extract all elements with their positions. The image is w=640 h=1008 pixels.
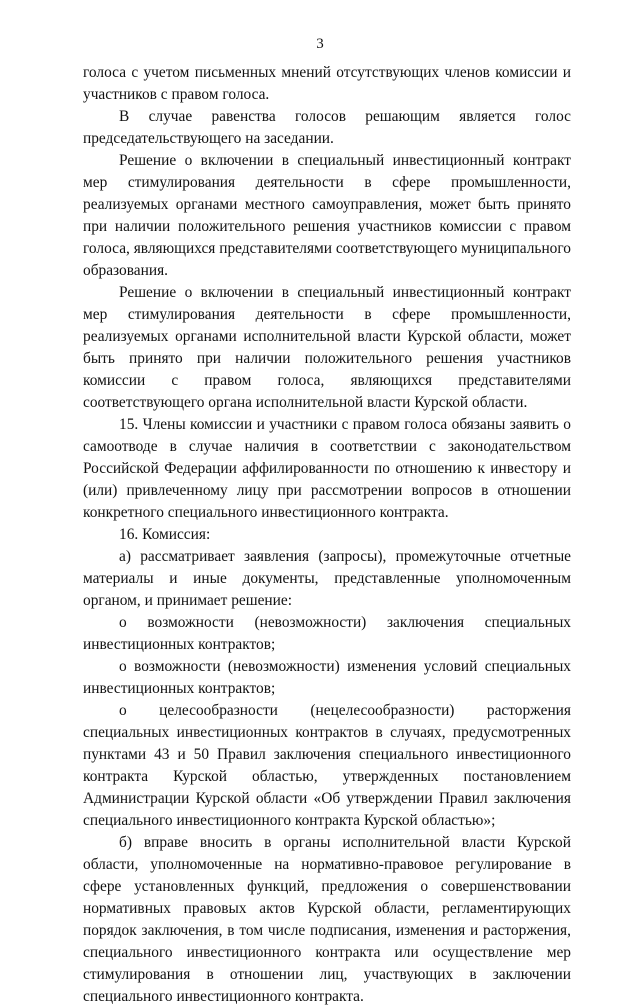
page-number: 3	[316, 36, 324, 52]
paragraph-termination-expediency: о целесообразности (нецелесообразности) расторжения специальных инвестиционных контрактов в случаях, предусмотренных пунктами 43 и 50 Правил заключения специального инвестиционного контракта Курской областью, утвержденных постановлением Администрации Курской области «Об утверждении Правил заключения специального инвестиционного контракта Курской областью»;	[83, 702, 571, 829]
paragraph-item-15: 15. Члены комиссии и участники с правом голоса обязаны заявить о самоотводе в случае наличия в соответствии с законодательством Российской Федерации аффилированности по отношению к инвестору и (или) привлеченному лицу при рассмотрении вопросов в отношении конкретного специального инвестиционного контракта.	[83, 416, 571, 521]
paragraph-item-16: 16. Комиссия:	[119, 526, 211, 543]
paragraph-item-16b: б) вправе вносить в органы исполнительной власти Курской области, уполномоченные на нормативно-правовое регулирование в сфере установленных функций, предложения о совершенствовании нормативных правовых актов Курской области, регламентирующих порядок заключения, в том числе подписания, изменения и расторжения, специального инвестиционного контракта или осуществление мер стимулирования в отношении лиц, участвующих в заключении специального инвестиционного контракта.	[83, 834, 571, 1005]
paragraph-regional-measures: Решение о включении в специальный инвестиционный контракт мер стимулирования деятельности в сфере промышленности, реализуемых органами исполнительной власти Курской области, может быть принято при наличии положительного решения участников комиссии с правом голоса, являющихся представителями соответствующего органа исполнительной власти Курской области.	[83, 284, 571, 411]
paragraph-voting-continuation: голоса с учетом письменных мнений отсутствующих членов комиссии и участников с правом голоса.	[83, 64, 571, 103]
paragraph-tie-vote: В случае равенства голосов решающим является голос председательствующего на заседании.	[83, 108, 571, 147]
paragraph-municipal-measures: Решение о включении в специальный инвестиционный контракт мер стимулирования деятельности в сфере промышленности, реализуемых органами местного самоуправления, может быть принято при наличии положительного решения участников комиссии с правом голоса, являющихся представителями соответствующего муниципального образования.	[83, 152, 571, 279]
paragraph-item-16a: а) рассматривает заявления (запросы), промежуточные отчетные материалы и иные документы, представленные уполномоченным органом, и принимает решение:	[83, 548, 571, 609]
paragraph-change-possibility: о возможности (невозможности) изменения условий специальных инвестиционных контрактов;	[83, 658, 571, 697]
paragraph-conclusion-possibility: о возможности (невозможности) заключения специальных инвестиционных контрактов;	[83, 614, 571, 653]
document-body	[83, 62, 571, 1008]
